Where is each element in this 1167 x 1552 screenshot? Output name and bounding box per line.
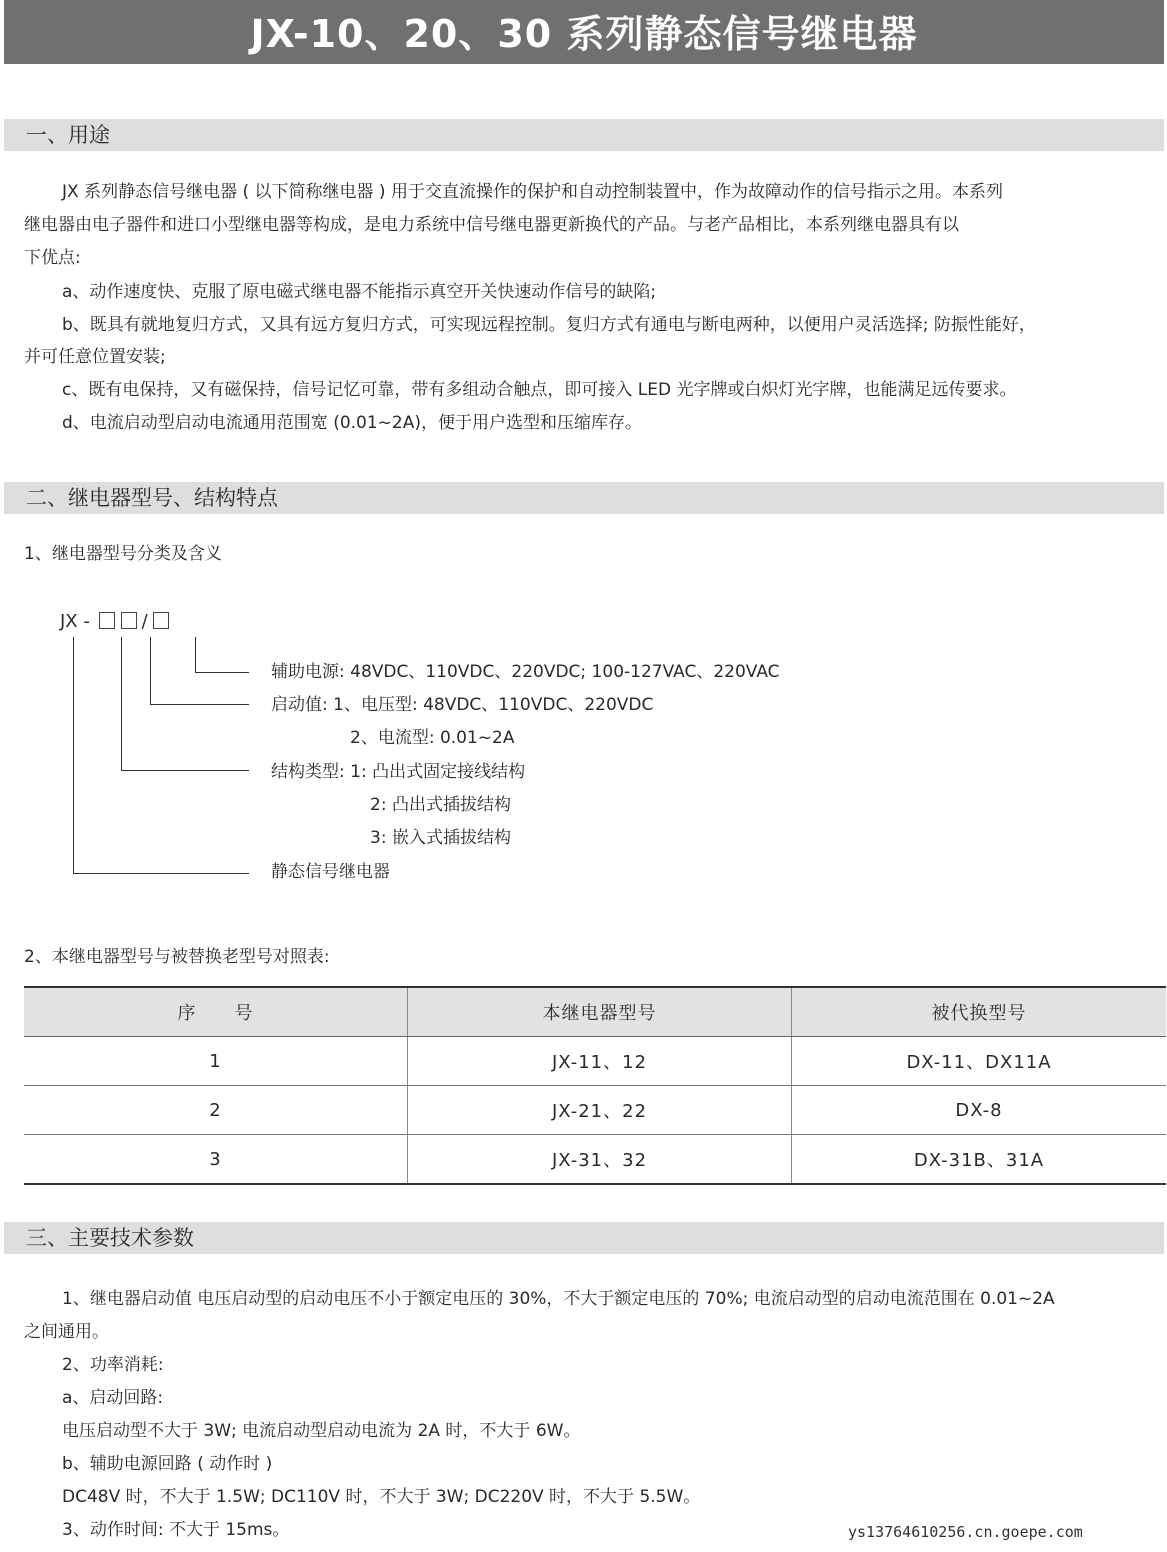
model-code-box-structure: [99, 612, 115, 629]
table-cell: JX-11、12: [408, 1037, 792, 1086]
advantage-b-line-1: b、既具有就地复归方式，又具有远方复归方式，可实现远程控制。复归方式有通电与断电两种，以便用户灵活选择; 防振性能好，: [62, 315, 1036, 335]
table-row: [24, 1037, 1166, 1086]
diagram-struct-type-2: 2: 凸出式插拔结构: [370, 795, 511, 815]
intro-line-1: JX 系列静态信号继电器 ( 以下简称继电器 ) 用于交直流操作的保护和自动控制装置中，作为故障动作的信号指示之用。本系列: [62, 182, 1003, 202]
model-code: [60, 611, 172, 632]
diagram-struct-type-3: 3: 嵌入式插拔结构: [370, 828, 511, 848]
advantage-d: d、电流启动型启动电流通用范围宽 (0.01~2A)，便于用户选型和压缩库存。: [62, 413, 642, 433]
intro-line-2: 继电器由电子器件和进口小型继电器等构成，是电力系统中信号继电器更新换代的产品。与老产品相比，本系列继电器具有以: [24, 215, 959, 235]
param-2b-text: DC48V 时，不大于 1.5W; DC110V 时，不大于 3W; DC220V 时，不大于 5.5W。: [62, 1487, 701, 1507]
table-cell: 3: [24, 1135, 408, 1185]
table-row: [24, 1135, 1166, 1185]
diagram-line-aux-horizontal: [195, 672, 249, 673]
table-row: [24, 1086, 1166, 1135]
watermark-url: ys13764610256.cn.goepe.com: [848, 1523, 1083, 1541]
diagram-line-relay-vertical: [73, 637, 74, 874]
advantage-b-line-2: 并可任意位置安装;: [24, 347, 166, 367]
table-header-replaced-model: 被代换型号: [792, 987, 1167, 1037]
table-cell: JX-31、32: [408, 1135, 792, 1185]
diagram-line-aux-vertical: [195, 637, 196, 673]
table-header-new-model: 本继电器型号: [408, 987, 792, 1037]
diagram-aux-power: 辅助电源: 48VDC、110VDC、220VDC; 100-127VAC、220VAC: [271, 662, 780, 682]
section-heading-usage: 一、用途: [4, 119, 1164, 151]
advantage-c: c、既有电保持，又有磁保持，信号记忆可靠，带有多组动合触点，即可接入 LED 光字牌或白炽灯光字牌，也能满足远传要求。: [62, 380, 1017, 400]
model-code-box-aux: [153, 612, 169, 629]
param-1-line-2: 之间通用。: [24, 1322, 109, 1342]
table-header-row: [24, 987, 1166, 1037]
param-2a-text: 电压启动型不大于 3W; 电流启动型启动电流为 2A 时，不大于 6W。: [62, 1421, 581, 1441]
table-cell: DX-31B、31A: [792, 1135, 1167, 1185]
table-cell: DX-11、DX11A: [792, 1037, 1167, 1086]
diagram-static-relay: 静态信号继电器: [271, 862, 390, 882]
param-1-line-1: 1、继电器启动值 电压启动型的启动电压不小于额定电压的 30%，不大于额定电压的 70%; 电流启动型的启动电流范围在 0.01~2A: [62, 1289, 1055, 1309]
advantage-a: a、动作速度快、克服了原电磁式继电器不能指示真空开关快速动作信号的缺陷;: [62, 282, 657, 302]
model-code-prefix: JX -: [60, 611, 90, 632]
section-heading-model: 二、继电器型号、结构特点: [4, 482, 1164, 514]
table-header-index: 序 号: [24, 987, 408, 1037]
table-cell: 2: [24, 1086, 408, 1135]
table-cell: JX-21、22: [408, 1086, 792, 1135]
diagram-start-value-2: 2、电流型: 0.01~2A: [350, 728, 515, 748]
table-cell: 1: [24, 1037, 408, 1086]
model-code-box-start: [121, 612, 137, 629]
section-heading-params: 三、主要技术参数: [4, 1222, 1164, 1254]
table-cell: DX-8: [792, 1086, 1167, 1135]
model-classification-heading: 1、继电器型号分类及含义: [24, 544, 222, 564]
diagram-start-value: 启动值: 1、电压型: 48VDC、110VDC、220VDC: [271, 695, 654, 715]
page-title: JX-10、20、30 系列静态信号继电器: [4, 0, 1164, 64]
diagram-struct-type: 结构类型: 1: 凸出式固定接线结构: [271, 762, 526, 782]
diagram-line-structure-vertical: [121, 637, 122, 771]
model-code-slash: /: [141, 611, 148, 632]
param-2: 2、功率消耗:: [62, 1355, 164, 1375]
param-3: 3、动作时间: 不大于 15ms。: [62, 1520, 290, 1540]
diagram-line-relay-horizontal: [73, 873, 249, 874]
comparison-table-heading: 2、本继电器型号与被替换老型号对照表:: [24, 947, 330, 967]
intro-line-3: 下优点:: [24, 248, 81, 268]
diagram-line-structure-horizontal: [121, 770, 249, 771]
comparison-table: [24, 986, 1166, 1185]
diagram-line-start-vertical: [150, 637, 151, 705]
param-2a: a、启动回路:: [62, 1388, 164, 1408]
param-2b: b、辅助电源回路 ( 动作时 ): [62, 1454, 273, 1474]
diagram-line-start-horizontal: [150, 704, 249, 705]
